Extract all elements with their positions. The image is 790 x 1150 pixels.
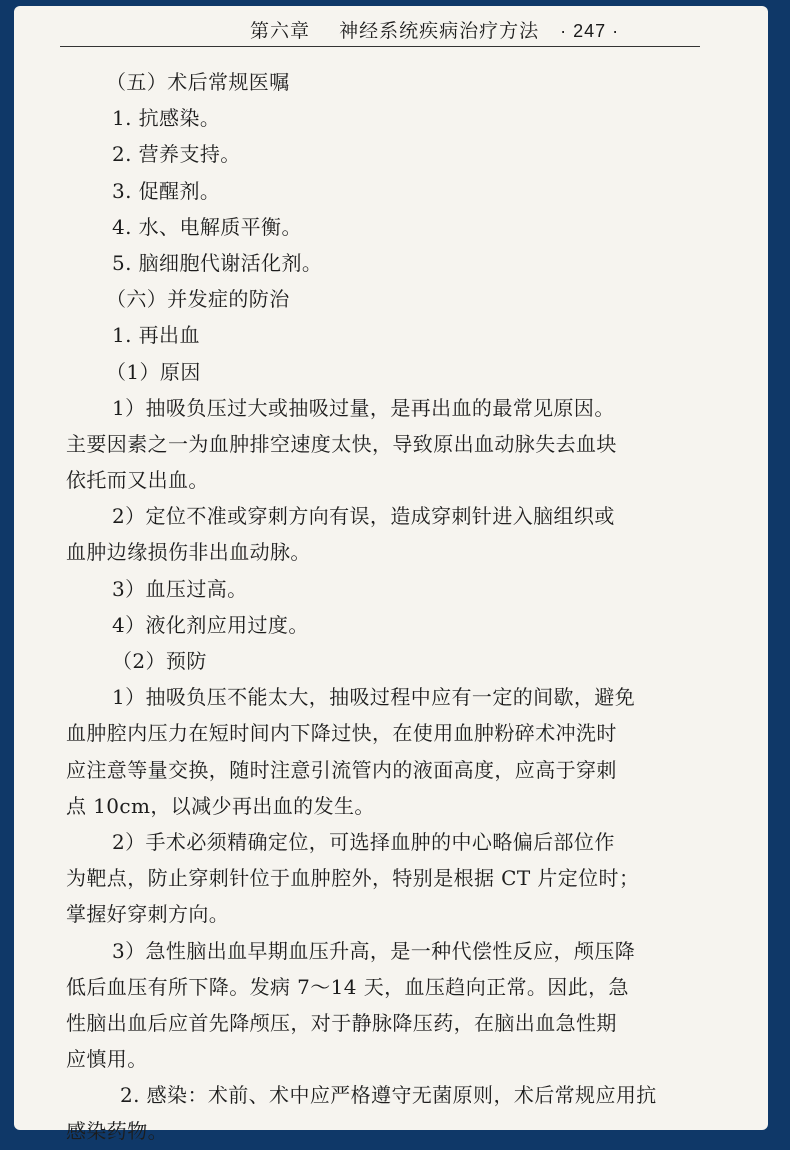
text-line: 主要因素之一为血肿排空速度太快，导致原出血动脉失去血块 xyxy=(66,431,617,456)
text-line: （六）并发症的防治 xyxy=(106,287,290,312)
text-line: 4. 水、电解质平衡。 xyxy=(112,214,302,239)
text-line: （五）术后常规医嘱 xyxy=(106,70,290,94)
text-line: 1）抽吸负压过大或抽吸过量，是再出血的最常见原因。 xyxy=(112,395,615,420)
text-line: 1. 抗感染。 xyxy=(112,106,221,131)
text-line: （1）原因 xyxy=(106,359,201,384)
text-line: 3. 促醒剂。 xyxy=(112,178,221,203)
text-line: 2）定位不准或穿刺方向有误，造成穿刺针进入脑组织或 xyxy=(112,504,615,529)
text-line: 1. 再出血 xyxy=(112,323,200,348)
text-line: 依托而又出血。 xyxy=(66,468,209,493)
header-rule xyxy=(60,46,700,47)
page-body xyxy=(66,64,706,1150)
running-header xyxy=(250,16,619,43)
book-page xyxy=(14,6,768,1144)
chapter-title: 神经系统疾病治疗方法 xyxy=(339,20,540,42)
text-line: 2. 感染：术前、术中应严格遵守无菌原则，术后常规应用抗 xyxy=(120,1083,657,1108)
text-line: 3）急性脑出血早期血压升高，是一种代偿性反应，颅压降 xyxy=(112,938,636,963)
text-line: 2）手术必须精确定位，可选择血肿的中心略偏后部位作 xyxy=(112,829,615,854)
text-line: 血肿腔内压力在短时间内下降过快，在使用血肿粉碎术冲洗时 xyxy=(66,721,617,746)
text-line: 为靶点，防止穿刺针位于血肿腔外，特别是根据 CT 片定位时； xyxy=(66,866,640,891)
text-line: 应慎用。 xyxy=(66,1047,148,1072)
text-line: （2）预防 xyxy=(112,649,207,673)
text-line: 点 10cm，以减少再出血的发生。 xyxy=(66,793,375,818)
chapter-label: 第六章 xyxy=(250,20,311,42)
text-line: 性脑出血后应首先降颅压，对于静脉降压药，在脑出血急性期 xyxy=(66,1010,617,1035)
text-line: 血肿边缘损伤非出血动脉。 xyxy=(66,540,311,565)
text-line: 感染药物。 xyxy=(66,1119,168,1144)
text-line: 5. 脑细胞代谢活化剂。 xyxy=(112,250,323,275)
text-line: 3）血压过高。 xyxy=(112,576,248,601)
text-line: 低后血压有所下降。发病 7～14 天，血压趋向正常。因此，急 xyxy=(66,974,629,999)
text-line: 2. 营养支持。 xyxy=(112,142,241,167)
text-line: 掌握好穿刺方向。 xyxy=(66,902,230,927)
text-line: 1）抽吸负压不能太大，抽吸过程中应有一定的间歇，避免 xyxy=(112,685,636,710)
text-line: 应注意等量交换，随时注意引流管内的液面高度，应高于穿刺 xyxy=(66,757,617,782)
page-number: · 247 · xyxy=(560,21,620,41)
text-line: 4）液化剂应用过度。 xyxy=(112,612,309,637)
